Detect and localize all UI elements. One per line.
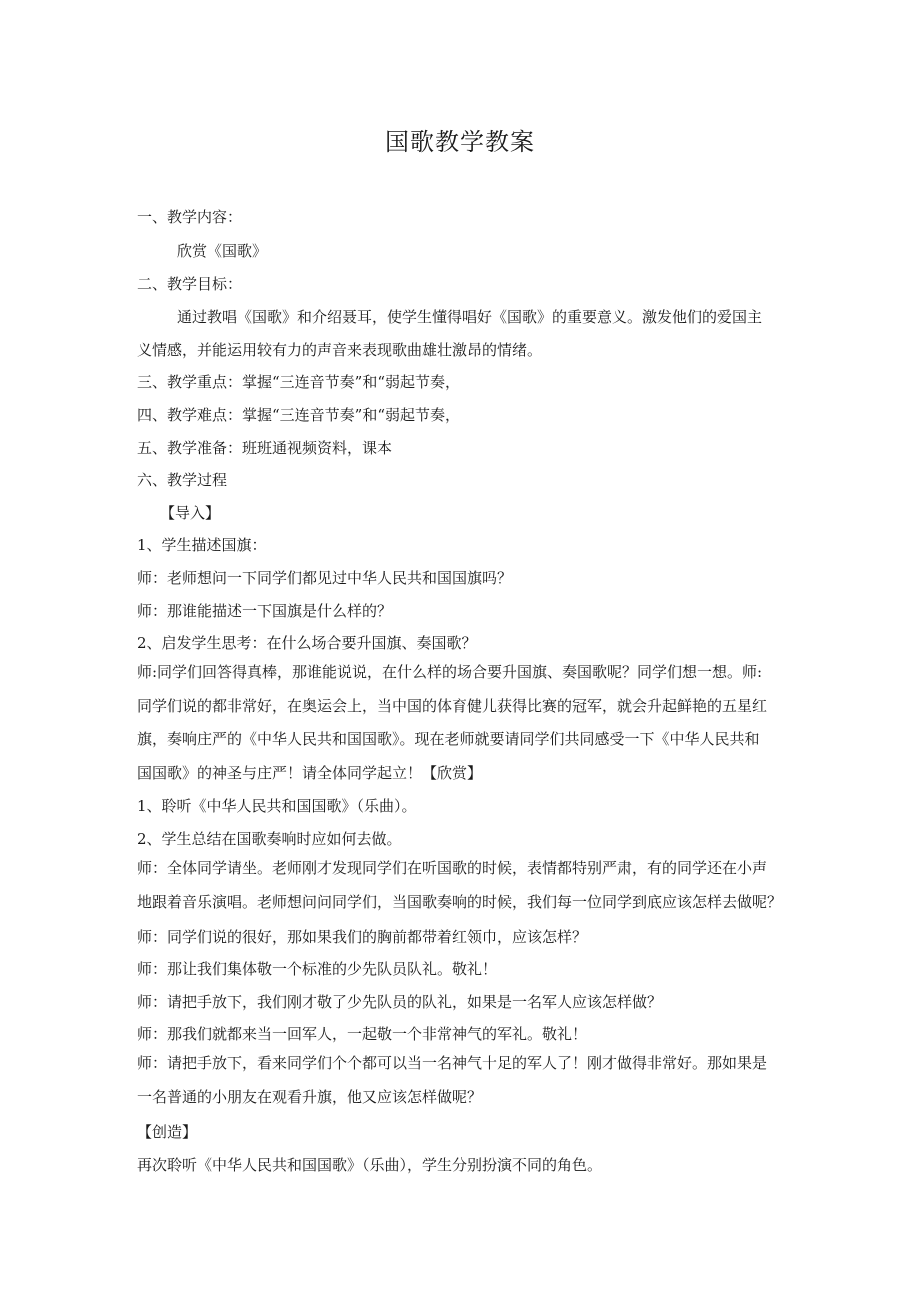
section-heading-content: 一、教学内容： [137,208,243,226]
paragraph: 2、启发学生思考：在什么场合要升国旗、奏国歌？ [137,634,477,652]
paragraph: 师：那谁能描述一下国旗是什么样的？ [137,602,393,620]
paragraph-block [137,656,785,790]
goals-text-line-1: 通过教唱《国歌》和介绍聂耳，使学生懂得唱好《国歌》的重要意义。激发他们的爱国主 [177,308,763,326]
paragraph-line: 师：全体同学请坐。老师刚才发现同学们在听国歌的时候，表情都特别严肃，有的同学还在小声 [137,859,768,877]
goals-text-line-2: 义情感，并能运用较有力的声音来表现歌曲雄壮激昂的情绪。 [137,341,543,359]
section-difficulties: 四、教学难点：掌握“三连音节奏”和“弱起节奏， [137,406,461,424]
section-heading-goals: 二、教学目标： [137,275,243,293]
paragraph-line: 国国歌》的神圣与庄严！请全体同学起立！【欣赏】 [137,763,483,782]
paragraph-line: 师：请把手放下，看来同学们个个都可以当一名神气十足的军人了！刚才做得非常好。那如果是 [137,1054,768,1072]
section-preparation: 五、教学准备：班班通视频资料，课本 [137,439,393,457]
page-title: 国歌教学教案 [385,128,535,156]
subheading-intro: 【导入】 [160,504,221,522]
paragraph: 师：那让我们集体敬一个标准的少先队员队礼。敬礼！ [137,960,498,978]
paragraph-line: 旗，奏响庄严的《中华人民共和国国歌》。现在老师就要请同学们共同感受一下《中华人民共和 [137,730,760,748]
paragraph: 师：请把手放下，我们刚才敬了少先队员的队礼，如果是一名军人应该怎样做？ [137,993,663,1011]
section-text-content: 欣赏《国歌》 [177,242,268,260]
paragraph: 师：同学们说的很好，那如果我们的胸前都带着红领巾，应该怎样？ [137,928,588,946]
subheading-create: 【创造】 [137,1123,198,1141]
paragraph: 师：老师想问一下同学们都见过中华人民共和国国旗吗？ [137,569,513,587]
section-key-points: 三、教学重点：掌握“三连音节奏”和“弱起节奏， [137,373,461,391]
paragraph: 师：那我们就都来当一回军人，一起敬一个非常神气的军礼。敬礼！ [137,1025,588,1043]
paragraph: 2、学生总结在国歌奏响时应如何去做。 [137,830,402,848]
paragraph-line: 地跟着音乐演唱。老师想问问同学们，当国歌奏响的时候，我们每一位同学到底应该怎样去做呢？ [137,892,783,911]
paragraph-line: 一名普通的小朋友在观看升旗，他又应该怎样做呢？ [137,1087,483,1106]
paragraph-line: 同学们说的都非常好，在奥运会上，当中国的体育健儿获得比赛的冠军，就会升起鲜艳的五星红 [137,696,768,715]
paragraph: 1、学生描述国旗： [137,536,267,554]
paragraph: 再次聆听《中华人民共和国国歌》（乐曲），学生分别扮演不同的角色。 [137,1156,603,1174]
paragraph: 1、聆听《中华人民共和国国歌》（乐曲）。 [137,797,417,815]
paragraph-block [137,1047,785,1114]
section-process: 六、教学过程 [137,471,228,489]
paragraph-block [137,852,785,919]
paragraph-line: 师:同学们回答得真棒，那谁能说说，在什么样的场合要升国旗、奏国歌呢？同学们想一想。师: [137,663,763,681]
